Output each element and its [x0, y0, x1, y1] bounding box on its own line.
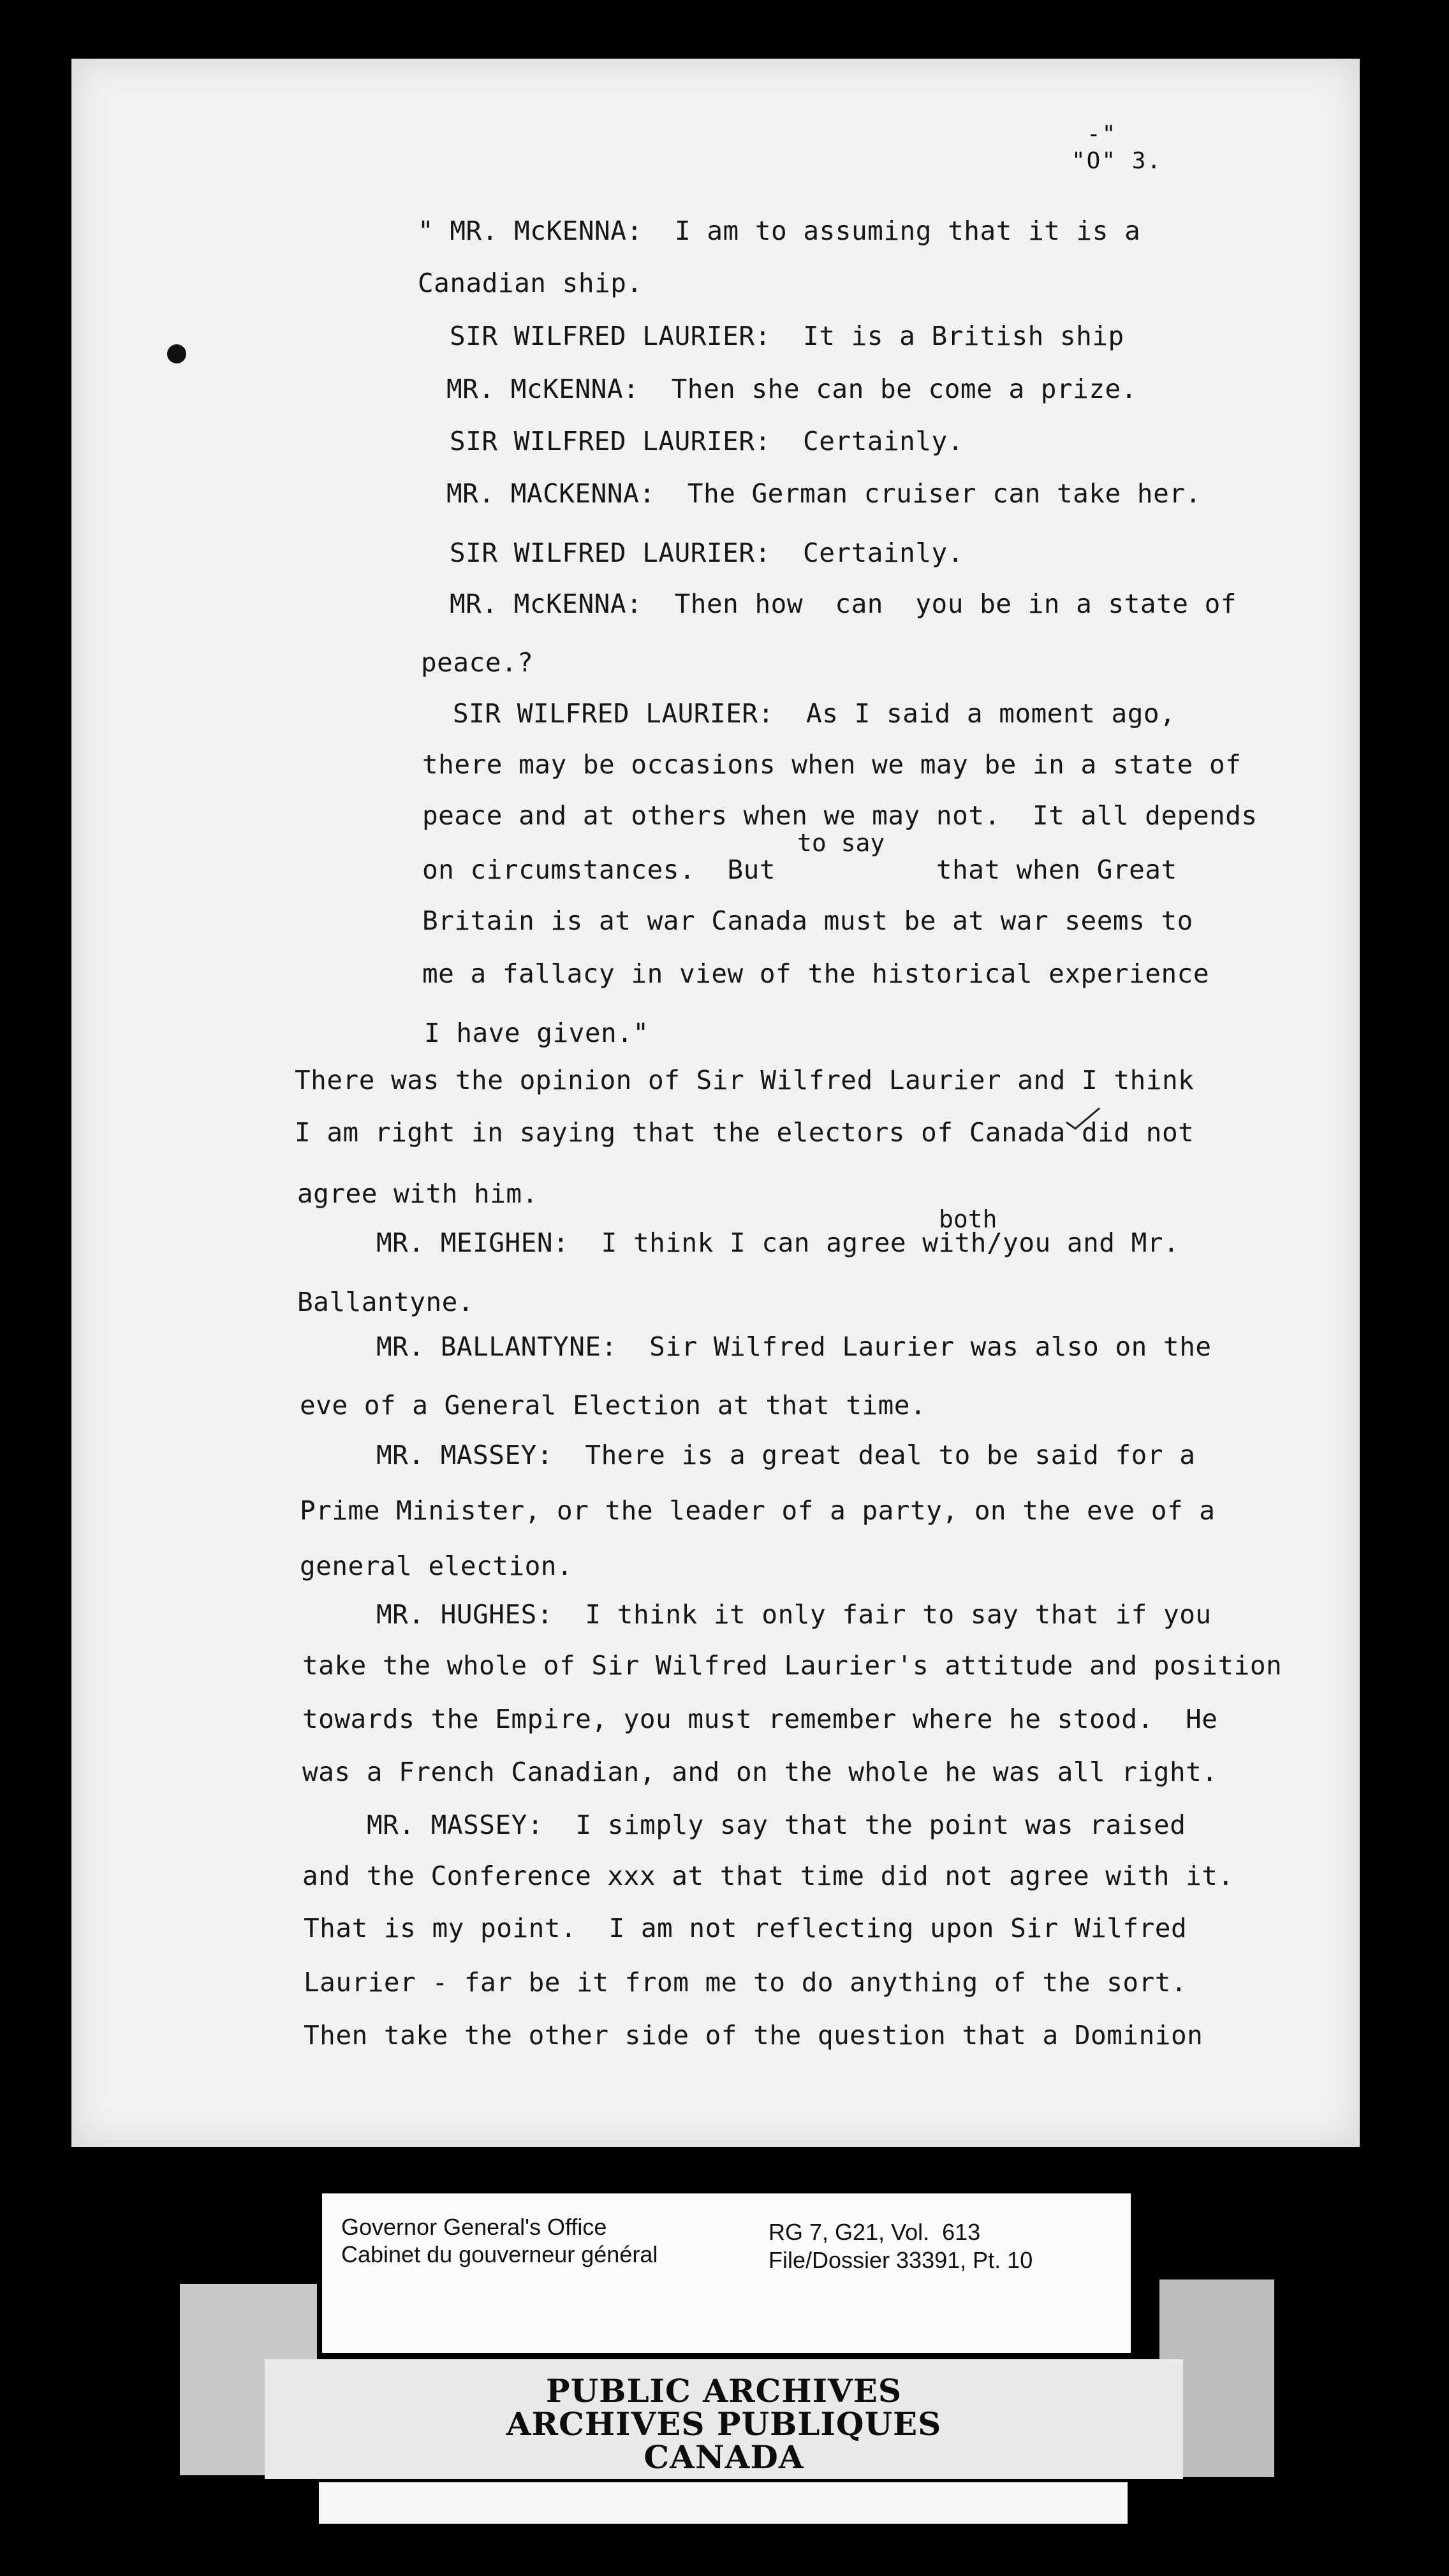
text-line: peace and at others when we may not. It all depends [422, 800, 1258, 831]
text-line: Then take the other side of the question that a Dominion [304, 2020, 1203, 2051]
office-fr-label: Cabinet du gouverneur général [341, 2241, 658, 2267]
archive-label-card [322, 2193, 1131, 2353]
handwritten-insert: to say [797, 829, 885, 857]
stamp-line-1: PUBLIC ARCHIVES [546, 2372, 902, 2410]
office-en-label: Governor General's Office [341, 2214, 607, 2240]
text-line: MR. BALLANTYNE: Sir Wilfred Laurier was also on the [376, 1331, 1212, 1362]
text-line: SIR WILFRED LAURIER: As I said a moment ago, [453, 698, 1176, 729]
text-line: agree with him. [297, 1178, 538, 1209]
text-line: Britain is at war Canada must be at war seems to [422, 905, 1193, 936]
stamp-line-2: ARCHIVES PUBLIQUES [506, 2405, 942, 2443]
file-label: File/Dossier 33391, Pt. 10 [769, 2247, 1033, 2273]
text-line: MR. McKENNA: Then she can be come a prize. [446, 374, 1137, 404]
text-line: there may be occasions when we may be in a state of [422, 749, 1242, 780]
handwritten-insert: both [939, 1205, 997, 1233]
text-line: SIR WILFRED LAURIER: Certainly. [450, 426, 964, 457]
text-line: I am right in saying that the electors of Canada did not [295, 1117, 1195, 1148]
page-marker-top: -" [1087, 121, 1117, 147]
stamp-line-3: CANADA [644, 2438, 804, 2476]
text-line: and the Conference xxx at that time did not agree with it. [302, 1861, 1234, 1891]
text-line: MR. McKENNA: Then how can you be in a state of [450, 589, 1237, 619]
reference-label: RG 7, G21, Vol. 613 [769, 2219, 981, 2245]
text-line: " MR. McKENNA: I am to assuming that it is a [418, 216, 1141, 246]
text-line: on circumstances. But that when Great [422, 854, 1177, 885]
text-line: me a fallacy in view of the historical experience [422, 958, 1210, 989]
archives-stamp [265, 2359, 1183, 2479]
text-line: MR. HUGHES: I think it only fair to say that if you [376, 1599, 1212, 1630]
text-line: peace.? [421, 647, 534, 678]
text-line: Prime Minister, or the leader of a party, on the eve of a [300, 1495, 1216, 1526]
text-line: MR. MACKENNA: The German cruiser can take her. [446, 478, 1202, 509]
text-line: was a French Canadian, and on the whole he was all right. [302, 1757, 1218, 1787]
text-line: SIR WILFRED LAURIER: Certainly. [450, 538, 964, 568]
text-line: general election. [300, 1551, 573, 1581]
text-line: That is my point. I am not reflecting upon Sir Wilfred [304, 1913, 1188, 1943]
text-line: take the whole of Sir Wilfred Laurier's attitude and position [302, 1650, 1283, 1681]
handwritten-checkmark [1064, 1106, 1102, 1131]
text-line: I have given." [424, 1018, 649, 1048]
text-line: eve of a General Election at that time. [300, 1390, 927, 1421]
text-line: MR. MASSEY: There is a great deal to be said for a [376, 1440, 1196, 1470]
page-marker: "O" 3. [1071, 148, 1163, 174]
label-strip [319, 2482, 1128, 2524]
text-line: There was the opinion of Sir Wilfred Laurier and I think [295, 1065, 1195, 1095]
punch-hole-mark [167, 344, 186, 363]
text-line: Ballantyne. [297, 1287, 474, 1317]
text-line: MR. MASSEY: I simply say that the point was raised [367, 1810, 1186, 1840]
text-line: MR. MEIGHEN: I think I can agree with/you and Mr. [376, 1227, 1180, 1258]
text-line: Laurier - far be it from me to do anything of the sort. [304, 1967, 1188, 1998]
text-line: SIR WILFRED LAURIER: It is a British ship [450, 321, 1124, 351]
text-line: Canadian ship. [418, 268, 643, 298]
text-line: towards the Empire, you must remember where he stood. He [302, 1704, 1218, 1734]
